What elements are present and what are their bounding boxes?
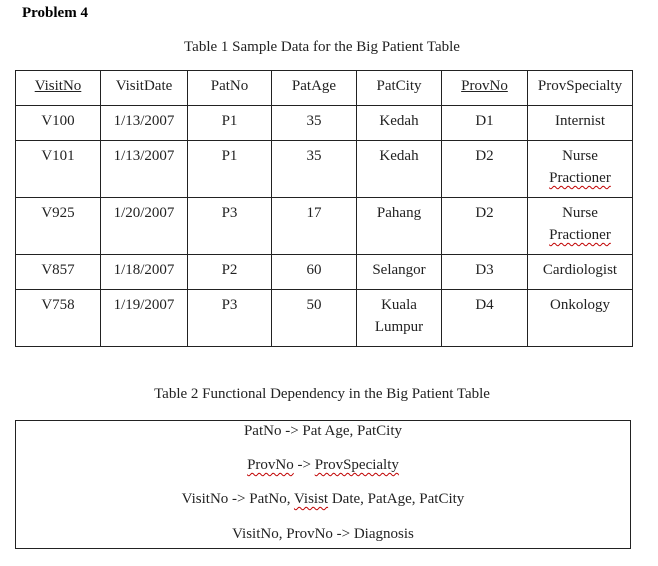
header-patno: PatNo: [188, 71, 272, 106]
cell-visitdate: 1/19/2007: [101, 290, 188, 347]
cell-patage: 35: [272, 106, 357, 141]
cell-provspecialty: [528, 141, 633, 198]
header-patcity: PatCity: [357, 71, 442, 106]
header-provno: [442, 71, 528, 106]
cell-patage: 17: [272, 198, 357, 255]
fd-provno: [16, 457, 630, 474]
cell-visitno: V101: [16, 141, 101, 198]
cell-visitno: V758: [16, 290, 101, 347]
cell-visitdate: 1/13/2007: [101, 141, 188, 198]
fd-provno-lhs: ProvNo: [247, 457, 294, 473]
header-visitno-text: VisitNo: [34, 78, 82, 94]
cell-patcity: [357, 290, 442, 347]
table-row: [16, 290, 633, 347]
city-line-2: Lumpur: [374, 319, 424, 335]
fd-provno-arrow: ->: [293, 457, 315, 473]
cell-provno: D2: [442, 198, 528, 255]
fd-patno: PatNo -> Pat Age, PatCity: [243, 423, 403, 439]
cell-patcity: Pahang: [357, 198, 442, 255]
cell-provno: D4: [442, 290, 528, 347]
table-row: [16, 255, 633, 290]
fd-visitno-misspelled: Visist: [293, 491, 329, 507]
cell-patno: P2: [188, 255, 272, 290]
table-row: [16, 198, 633, 255]
spec-line-2: Practioner: [549, 227, 611, 243]
cell-visitdate: 1/18/2007: [101, 255, 188, 290]
cell-visitdate: 1/20/2007: [101, 198, 188, 255]
cell-provspecialty: Cardiologist: [528, 255, 633, 290]
cell-patno: P3: [188, 198, 272, 255]
cell-provno: D3: [442, 255, 528, 290]
fd-visitno: [16, 491, 630, 508]
cell-patcity: Selangor: [357, 255, 442, 290]
fd-visitno-provno: VisitNo, ProvNo -> Diagnosis: [232, 526, 414, 542]
functional-dependency-box: [15, 420, 631, 549]
cell-provspecialty: Onkology: [528, 290, 633, 347]
cell-patage: 50: [272, 290, 357, 347]
cell-provno: D2: [442, 141, 528, 198]
fd-visitno-after: Date, PatAge, PatCity: [328, 491, 465, 507]
city-line-1: Kuala: [381, 297, 417, 313]
table-row: [16, 106, 633, 141]
header-patage: PatAge: [272, 71, 357, 106]
problem-heading: Problem 4: [22, 5, 88, 21]
cell-patage: 60: [272, 255, 357, 290]
fd-visitno-before: VisitNo -> PatNo,: [181, 491, 294, 507]
big-patient-table: [15, 70, 633, 347]
cell-provspecialty: [528, 198, 633, 255]
spec-line-1: Nurse: [562, 148, 598, 164]
cell-visitno: V925: [16, 198, 101, 255]
cell-provno: D1: [442, 106, 528, 141]
header-visitdate: VisitDate: [101, 71, 188, 106]
cell-patcity: Kedah: [357, 106, 442, 141]
table-header-row: [16, 71, 633, 106]
spec-line-2: Practioner: [549, 170, 611, 186]
table1-caption: Table 1 Sample Data for the Big Patient Table: [184, 39, 460, 55]
fd-provno-rhs: ProvSpecialty: [314, 457, 399, 473]
cell-visitno: V857: [16, 255, 101, 290]
cell-patage: 35: [272, 141, 357, 198]
cell-provspecialty: Internist: [528, 106, 633, 141]
cell-patno: P3: [188, 290, 272, 347]
header-provno-text: ProvNo: [461, 78, 508, 94]
cell-patcity: Kedah: [357, 141, 442, 198]
cell-patno: P1: [188, 141, 272, 198]
cell-patno: P1: [188, 106, 272, 141]
spec-line-1: Nurse: [562, 205, 598, 221]
header-provspecialty: ProvSpecialty: [528, 71, 633, 106]
cell-visitno: V100: [16, 106, 101, 141]
cell-visitdate: 1/13/2007: [101, 106, 188, 141]
table-row: [16, 141, 633, 198]
header-visitno: [16, 71, 101, 106]
table2-caption: Table 2 Functional Dependency in the Big Patient Table: [154, 386, 490, 402]
